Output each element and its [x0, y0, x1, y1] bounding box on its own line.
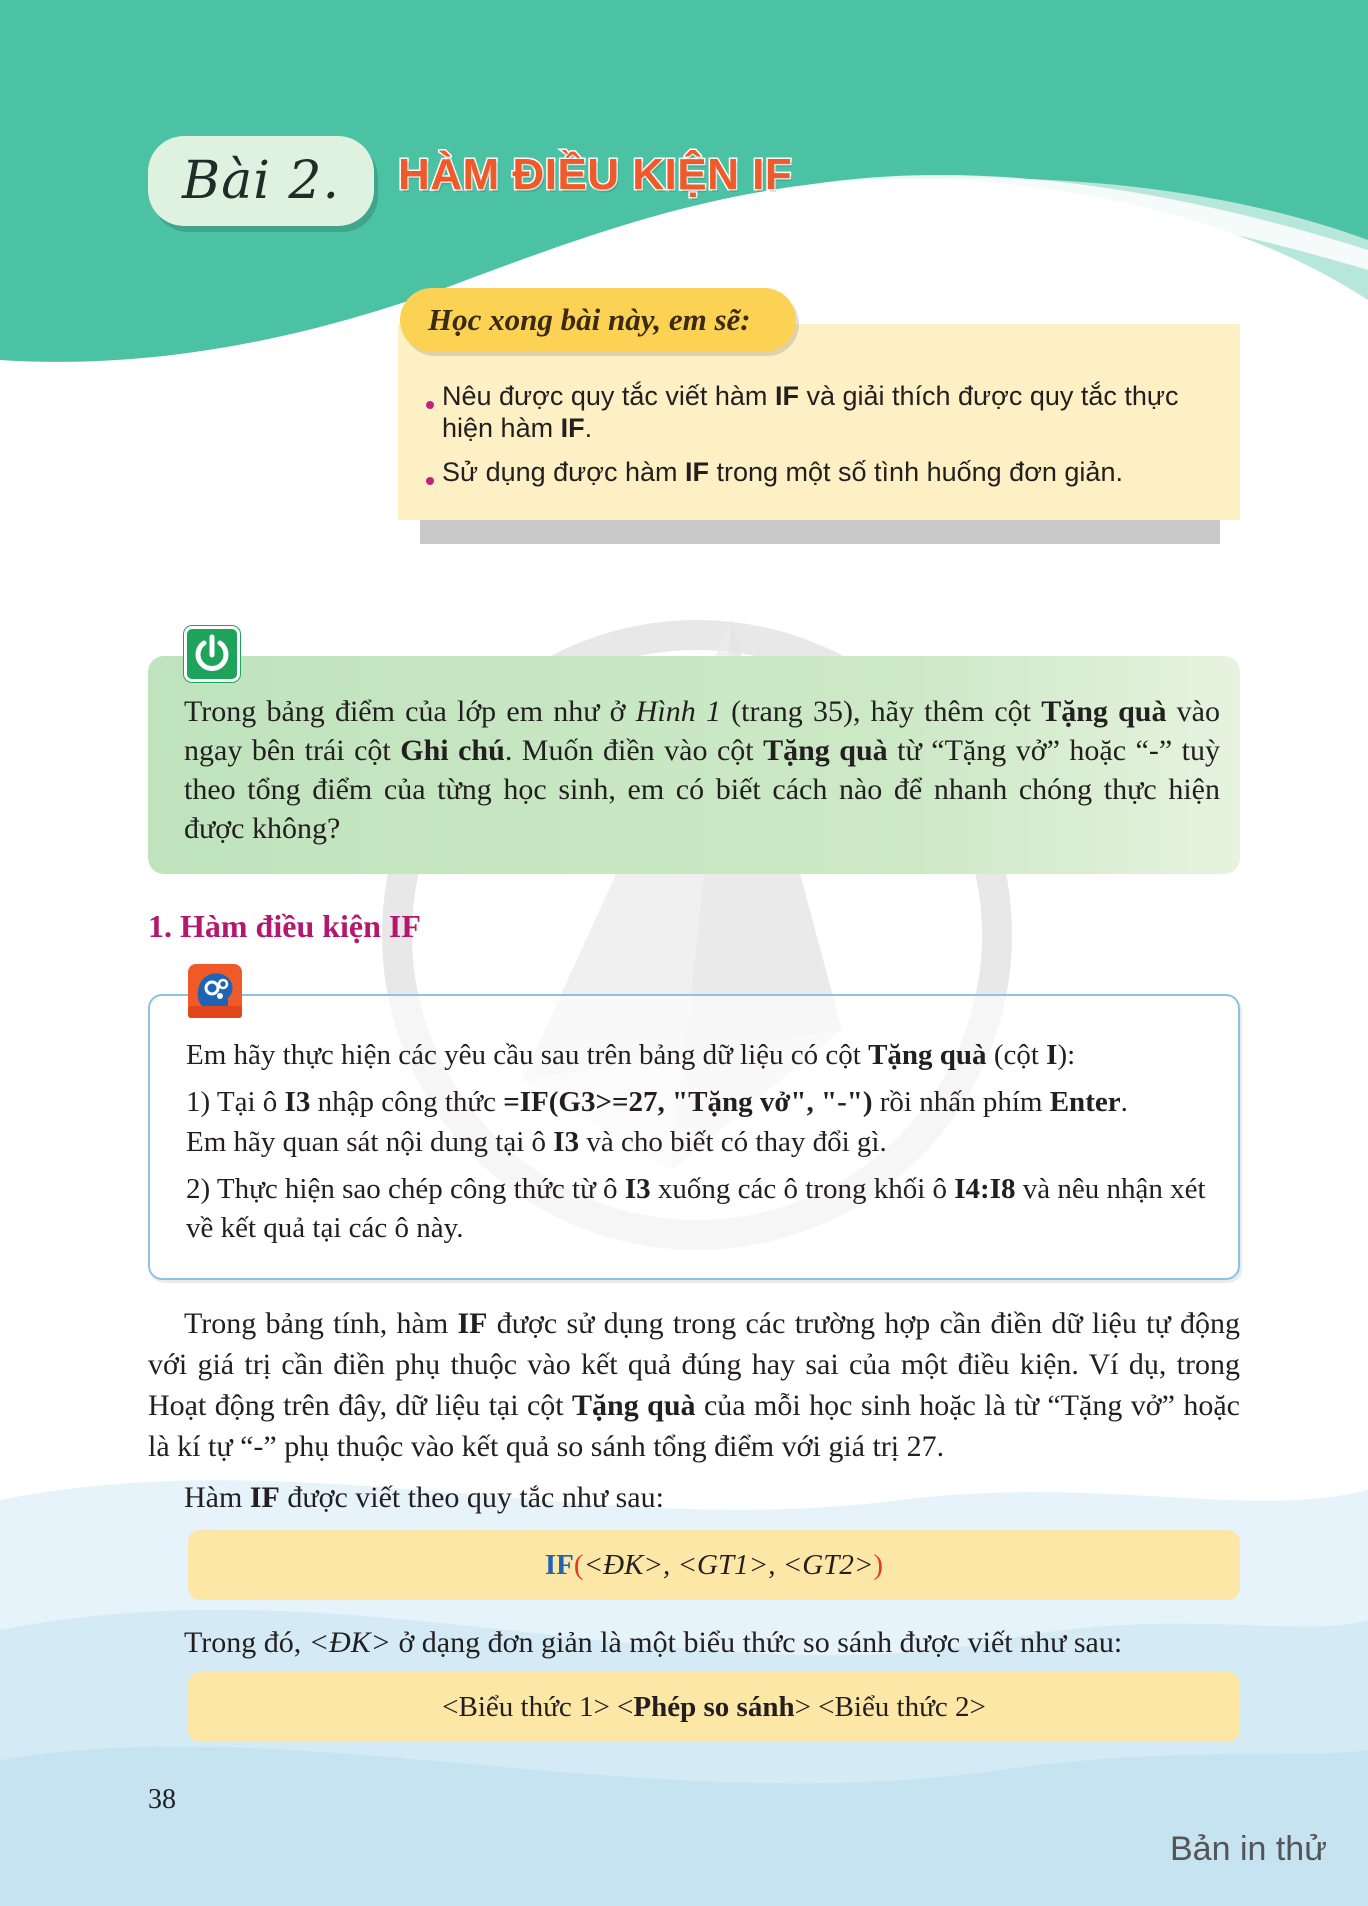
bullet-dot-icon — [426, 401, 434, 409]
power-icon — [184, 626, 240, 682]
section-heading: 1. Hàm điều kiện IF — [148, 908, 421, 944]
formula-box-comparison: <Biểu thức 1> < Phép so sánh > <Biểu thức 2> — [188, 1672, 1240, 1742]
objectives-heading-tag — [400, 288, 796, 352]
objective-item: Sử dụng được hàm IF trong một số tình huống đơn giản. — [426, 456, 1206, 488]
activity-line: Em hãy thực hiện các yêu cầu sau trên bảng dữ liệu có cột Tặng quà (cột I): — [186, 1039, 1076, 1071]
bullet-dot-icon — [426, 477, 434, 485]
lesson-number: Bài 2. — [182, 151, 340, 211]
objective-item: Nêu được quy tắc viết hàm IF và giải thích được quy tắc thực hiện hàm IF. — [426, 380, 1206, 444]
objectives-heading: Học xong bài này, em sẽ: — [428, 302, 751, 337]
objectives-shadow — [420, 520, 1220, 544]
brain-gears-icon — [186, 962, 244, 1020]
body-paragraph: Trong đó, <ĐK> ở dạng đơn giản là một biểu thức so sánh được viết như sau: — [184, 1626, 1123, 1659]
body-paragraph: Hàm IF được viết theo quy tắc như sau: — [184, 1481, 664, 1514]
formula-box-if-syntax: IF ( <ĐK>, <GT1>, <GT2> ) — [188, 1530, 1240, 1600]
activity-line: 2) Thực hiện sao chép công thức từ ô I3 xuống các ô trong khối ô I4:I8 và nêu nhận xét về kết quả tại các ô này. — [186, 1173, 1206, 1244]
lesson-number-badge — [148, 136, 374, 226]
activity-line: 1) Tại ô I3 nhập công thức =IF(G3>=27, "Tặng vở", "-") rồi nhấn phím Enter. — [186, 1086, 1128, 1118]
body-paragraph: Trong bảng tính, hàm IF được sử dụng trong các trường hợp cần điền dữ liệu tự động với giá trị cần điền phụ thuộc vào kết quả đúng hay sai của một điều kiện. Ví dụ, trong Hoạt động trên đây, dữ liệu tại cột Tặng quà của mỗi học sinh hoặc là từ “Tặng vở” hoặc là kí tự “-” phụ thuộc vào kết quả so sánh tổng điểm với giá trị 27. — [148, 1307, 1240, 1463]
lesson-title: HÀM ĐIỀU KIỆN IF — [398, 150, 793, 199]
activity-line: Em hãy quan sát nội dung tại ô I3 và cho biết có thay đổi gì. — [186, 1126, 887, 1158]
print-proof-note: Bản in thử — [1170, 1830, 1327, 1868]
warmup-text: Trong bảng điểm của lớp em như ở Hình 1 (trang 35), hãy thêm cột Tặng quà vào ngay bên trái cột Ghi chú. Muốn điền vào cột Tặng quà từ “Tặng vở” hoặc “-” tuỳ theo tổng điểm của từng học sinh, em có biết cách nào để nhanh chóng thực hiện được không? — [184, 695, 1220, 845]
page-number: 38 — [148, 1784, 176, 1815]
